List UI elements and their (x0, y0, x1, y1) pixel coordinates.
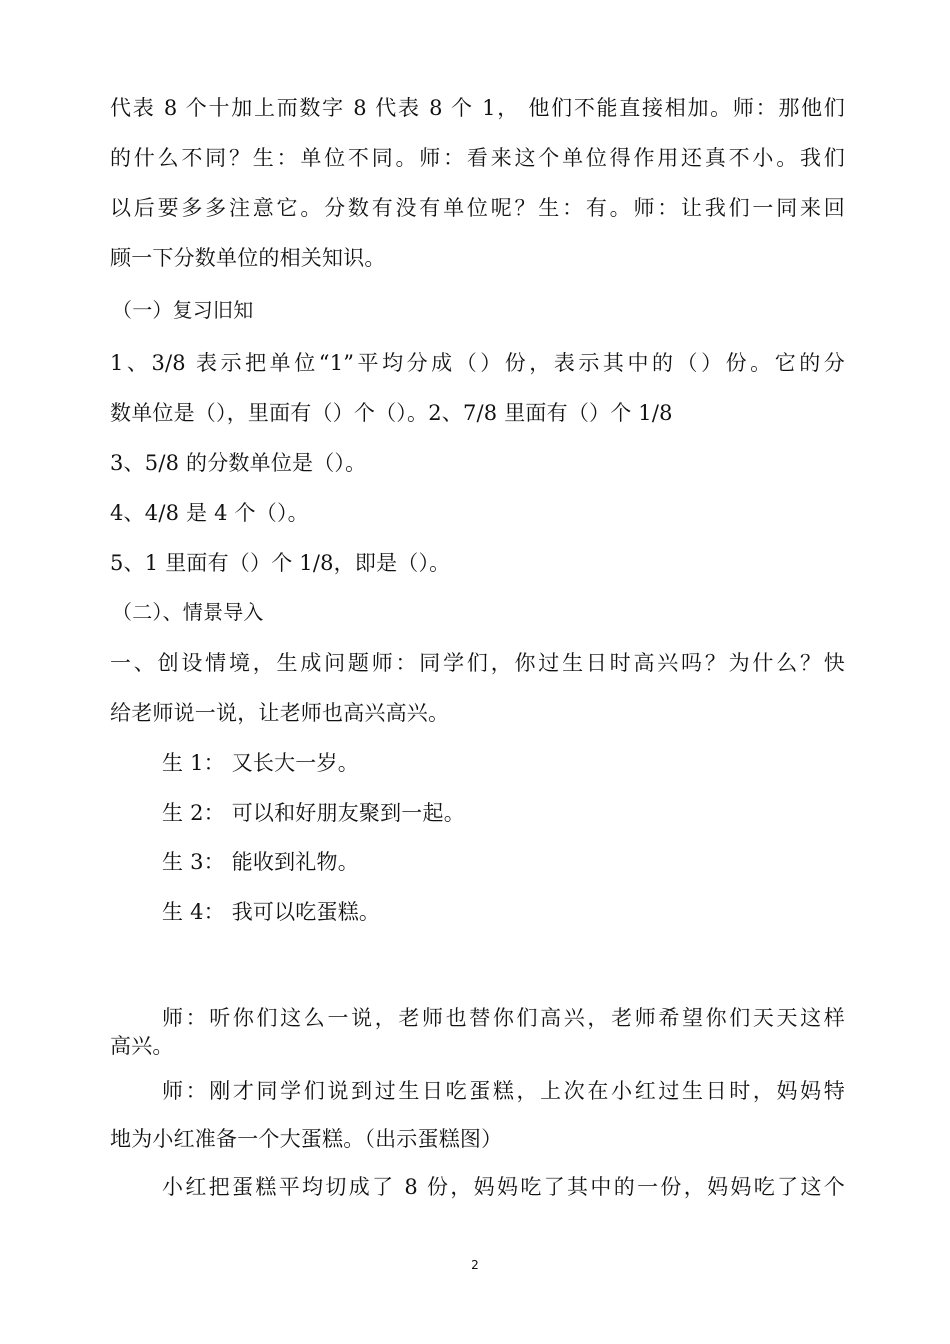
paragraph-line: 高兴。 (110, 1034, 174, 1058)
student-answer: 生 2： 可以和好朋友聚到一起。 (162, 801, 465, 825)
section-heading: （一）复习旧知 (112, 298, 254, 322)
exercise-line: 3、5/8 的分数单位是（）。 (110, 451, 367, 475)
paragraph-line: 顾一下分数单位的相关知识。 (110, 246, 386, 270)
exercise-line: 4、4/8 是 4 个（）。 (110, 501, 309, 525)
paragraph-line: 给老师说一说，让老师也高兴高兴。 (110, 701, 450, 725)
student-answer: 生 4： 我可以吃蛋糕。 (162, 900, 381, 924)
page-number: 2 (471, 1258, 479, 1272)
student-answer: 生 1： 又长大一岁。 (162, 751, 359, 775)
exercise-line: 数单位是（），里面有（）个（）。2、7/8 里面有（）个 1/8 (110, 401, 673, 425)
paragraph-line: 以后要多多注意它。分数有没有单位呢？生：有。师：让我们一同来回 (110, 196, 845, 220)
paragraph-line: 小红把蛋糕平均切成了 8 份，妈妈吃了其中的一份，妈妈吃了这个 (162, 1175, 845, 1199)
paragraph-line: 代表 8 个十加上而数字 8 代表 8 个 1， 他们不能直接相加。师：那他们 (110, 96, 845, 120)
paragraph-line: 的什么不同？生：单位不同。师：看来这个单位得作用还真不小。我们 (110, 146, 845, 170)
exercise-line: 1、3/8 表示把单位“1”平均分成（）份，表示其中的（）份。它的分 (110, 351, 845, 375)
exercise-line: 5、1 里面有（）个 1/8，即是（）。 (110, 551, 451, 575)
paragraph-line: 地为小红准备一个大蛋糕。（出示蛋糕图） (110, 1127, 503, 1151)
section-heading: （二）、情景导入 (112, 600, 264, 624)
student-answer: 生 3： 能收到礼物。 (162, 850, 359, 874)
paragraph-line: 师：听你们这么一说，老师也替你们高兴，老师希望你们天天这样 (162, 1006, 845, 1030)
paragraph-line: 师：刚才同学们说到过生日吃蛋糕，上次在小红过生日时，妈妈特 (162, 1079, 845, 1103)
paragraph-line: 一、创设情境，生成问题师：同学们，你过生日时高兴吗？为什么？快 (110, 651, 845, 675)
